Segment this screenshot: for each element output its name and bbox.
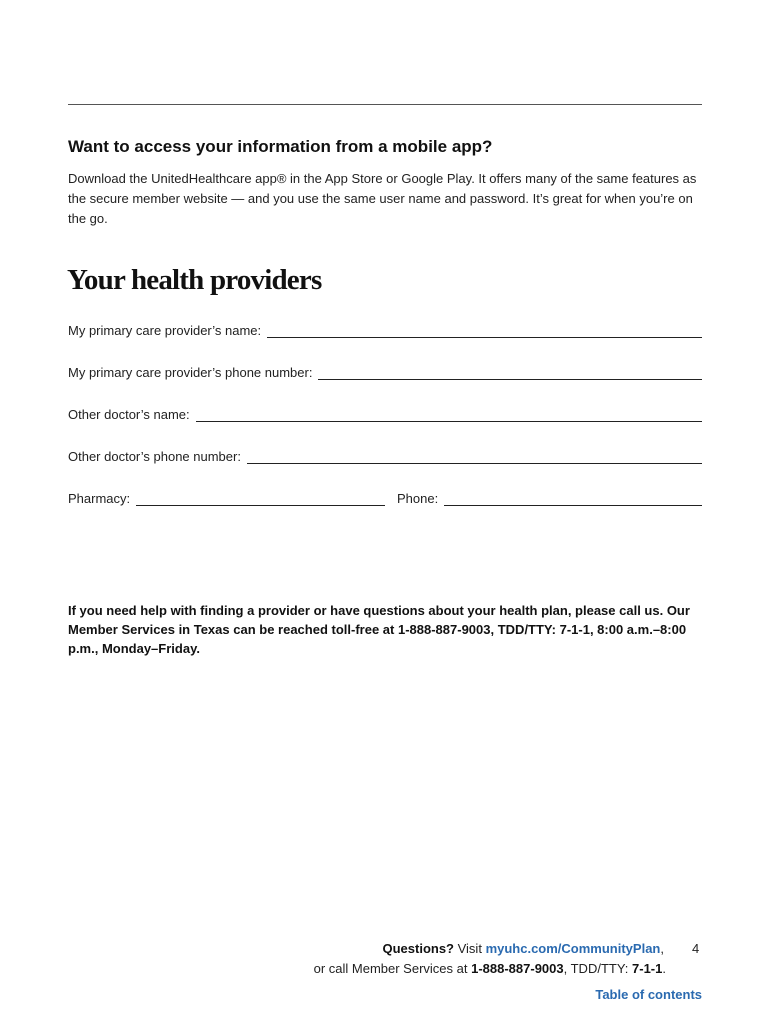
pcp-phone-label: My primary care provider’s phone number: xyxy=(68,365,313,380)
pcp-phone-field xyxy=(68,362,702,380)
pcp-name-field xyxy=(68,320,702,338)
pcp-name-label: My primary care provider’s name: xyxy=(68,323,262,338)
other-doctor-phone-field xyxy=(68,446,702,464)
pharmacy-input[interactable] xyxy=(136,491,385,506)
table-of-contents-link[interactable]: Table of contents xyxy=(595,987,702,1002)
pharmacy-phone-input[interactable] xyxy=(444,491,702,506)
help-text-3: , 8:00 a.m.–8:00 p.m., Monday–Friday. xyxy=(68,622,687,656)
pcp-name-input[interactable] xyxy=(267,323,702,338)
mobile-app-heading: Want to access your information from a mobile app? xyxy=(68,137,493,156)
footer-community-plan-link[interactable]: myuhc.com/CommunityPlan xyxy=(485,941,661,956)
help-paragraph xyxy=(68,601,708,658)
pharmacy-phone-label: Phone: xyxy=(397,491,439,506)
other-doctor-phone-label: Other doctor’s phone number: xyxy=(68,449,241,464)
footer-period: . xyxy=(662,961,666,976)
footer-tty-text: , TDD/TTY: xyxy=(563,961,633,976)
help-text-2: , TDD/TTY: xyxy=(490,622,560,637)
other-doctor-phone-input[interactable] xyxy=(247,449,702,464)
pharmacy-label: Pharmacy: xyxy=(68,491,131,506)
pharmacy-row xyxy=(68,488,702,506)
footer-questions-line xyxy=(382,941,664,956)
help-phone: 1-888-887-9003 xyxy=(397,622,491,637)
other-doctor-name-label: Other doctor’s name: xyxy=(68,407,190,422)
footer-visit-text: Visit xyxy=(454,941,486,956)
help-tty: 7-1-1 xyxy=(559,622,590,637)
pcp-phone-input[interactable] xyxy=(318,365,702,380)
other-doctor-name-field xyxy=(68,404,702,422)
other-doctor-name-input[interactable] xyxy=(196,407,702,422)
providers-heading: Your health providers xyxy=(67,264,322,296)
footer-call-text: or call Member Services at xyxy=(313,961,472,976)
pharmacy-phone-field xyxy=(397,491,702,506)
page-number: 4 xyxy=(692,941,700,956)
footer-comma: , xyxy=(660,941,664,956)
footer-call-line xyxy=(314,961,666,976)
mobile-app-description: Download the UnitedHealthcare app® in the App Store or Google Play. It offers many of the same features as the secure member website — and you use the same user name and password. It’s great for when you’re on the go. xyxy=(68,171,697,226)
footer-tty: 7-1-1 xyxy=(632,961,663,976)
top-divider xyxy=(68,104,702,105)
help-text-1: If you need help with finding a provider or have questions about your health plan, please call us. Our Member Services in Texas can be reached toll-free at xyxy=(68,603,690,637)
footer-questions-label: Questions? xyxy=(382,941,454,956)
pharmacy-field xyxy=(68,491,385,506)
footer-phone: 1-888-887-9003 xyxy=(471,961,564,976)
